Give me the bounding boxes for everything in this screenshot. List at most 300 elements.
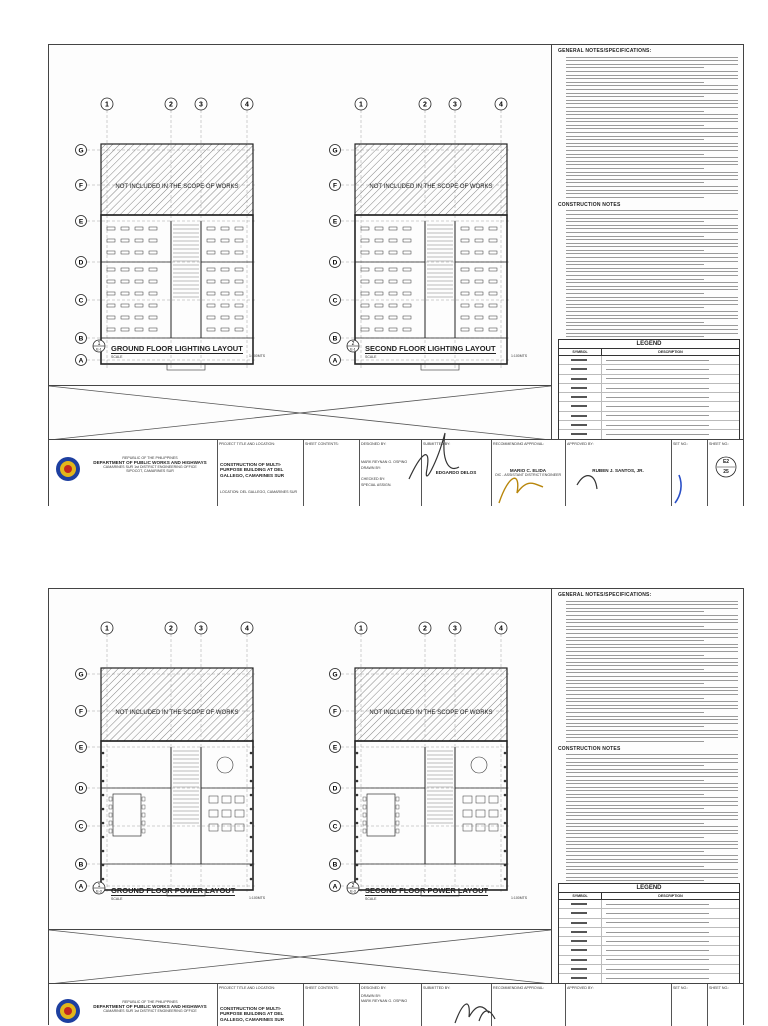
project-title: CONSTRUCTION OF MULTI-PURPOSE BUILDING AT DEL GALLEGO, CAMARINES SUR bbox=[220, 462, 285, 478]
desk bbox=[235, 824, 244, 831]
outlet bbox=[102, 808, 105, 811]
row-label: A bbox=[332, 357, 338, 365]
legend-symbol bbox=[559, 375, 602, 383]
cross-out-box bbox=[49, 929, 551, 984]
light-fixture bbox=[389, 304, 397, 307]
scale-label: SCALE bbox=[365, 355, 377, 359]
light-fixture bbox=[489, 328, 497, 331]
note-text-line bbox=[566, 168, 704, 169]
note-text-line bbox=[566, 164, 738, 165]
light-fixture bbox=[403, 304, 411, 307]
row-label: D bbox=[332, 785, 338, 793]
note-text-line bbox=[566, 830, 738, 831]
conference-table bbox=[113, 794, 141, 836]
chair bbox=[142, 829, 145, 833]
row-label: C bbox=[332, 823, 338, 831]
note-text-line bbox=[566, 143, 738, 144]
outlet bbox=[356, 836, 359, 839]
light-fixture bbox=[361, 280, 369, 283]
legend-row bbox=[559, 375, 739, 384]
agency-cell bbox=[49, 440, 218, 506]
light-fixture bbox=[235, 268, 243, 271]
note-text-line bbox=[566, 136, 738, 137]
recommender-name: MARIO C. ELIDA bbox=[509, 468, 547, 474]
column-label: 2 bbox=[423, 625, 427, 633]
desk bbox=[235, 796, 244, 803]
note-text-line bbox=[566, 318, 738, 319]
note-text-line bbox=[566, 103, 738, 104]
light-fixture bbox=[475, 292, 483, 295]
chair bbox=[363, 797, 366, 801]
note-text-line bbox=[566, 75, 738, 76]
note-text-line bbox=[566, 701, 738, 702]
chair bbox=[142, 805, 145, 809]
note-text-line bbox=[566, 82, 704, 83]
note-text-line bbox=[566, 307, 704, 308]
chair bbox=[142, 821, 145, 825]
light-fixture bbox=[403, 239, 411, 242]
chair bbox=[396, 805, 399, 809]
light-fixture bbox=[361, 304, 369, 307]
sheet-no-label: SHEET NO.: bbox=[709, 986, 730, 990]
set-no-cell bbox=[671, 984, 708, 1026]
row-label: G bbox=[332, 671, 338, 679]
light-fixture bbox=[207, 251, 215, 254]
entrance-steps bbox=[421, 364, 459, 370]
row-label: F bbox=[79, 708, 83, 716]
note-text-line bbox=[566, 683, 704, 684]
light-fixture bbox=[107, 316, 115, 319]
light-fixture bbox=[135, 280, 143, 283]
row-label: B bbox=[78, 335, 84, 343]
note-text-line bbox=[566, 289, 738, 290]
legend-symbol bbox=[559, 402, 602, 410]
outlet bbox=[250, 794, 253, 797]
note-text-line bbox=[566, 787, 738, 788]
light-fixture bbox=[475, 239, 483, 242]
note-text-line bbox=[566, 96, 704, 97]
light-fixture bbox=[375, 239, 383, 242]
drawing-marker-number: 2 bbox=[351, 341, 355, 347]
light-fixture bbox=[489, 251, 497, 254]
row-label: A bbox=[78, 357, 84, 365]
column-label: 2 bbox=[169, 101, 173, 109]
outlet bbox=[504, 794, 507, 797]
light-fixture bbox=[475, 328, 483, 331]
general-notes-heading: GENERAL NOTES/SPECIFICATIONS: bbox=[558, 592, 652, 598]
column-label: 2 bbox=[169, 625, 173, 633]
outlet bbox=[250, 766, 253, 769]
outlet bbox=[356, 752, 359, 755]
legend-symbol bbox=[559, 384, 602, 392]
note-text-line bbox=[566, 100, 738, 101]
outlet bbox=[504, 878, 507, 881]
note-text-line bbox=[566, 236, 704, 237]
note-text-line bbox=[566, 851, 704, 852]
outlet bbox=[356, 850, 359, 853]
light-fixture bbox=[221, 268, 229, 271]
legend-description bbox=[606, 397, 709, 398]
note-text-line bbox=[566, 279, 704, 280]
designed-by-label: DESIGNED BY: bbox=[361, 442, 387, 446]
district-text: CAMARINES SUR 1st DISTRICT ENGINEERING OFFICE bbox=[103, 465, 197, 470]
drawing-sheet-power bbox=[48, 588, 744, 1025]
note-text-line bbox=[566, 741, 704, 742]
note-text-line bbox=[566, 615, 738, 616]
light-fixture bbox=[461, 268, 469, 271]
round-table bbox=[217, 757, 233, 773]
outlet bbox=[102, 752, 105, 755]
note-text-line bbox=[566, 837, 704, 838]
note-text-line bbox=[566, 293, 704, 294]
note-text-line bbox=[566, 655, 704, 656]
light-fixture bbox=[235, 328, 243, 331]
sheet-contents-label: SHEET CONTENTS: bbox=[305, 986, 339, 990]
set-no-label: SET NO.: bbox=[673, 986, 689, 990]
row-label: F bbox=[333, 182, 337, 190]
entrance-steps bbox=[167, 364, 205, 370]
outlet bbox=[356, 864, 359, 867]
light-fixture bbox=[107, 328, 115, 331]
row-label: D bbox=[78, 259, 84, 267]
light-fixture bbox=[135, 251, 143, 254]
legend-row bbox=[559, 356, 739, 365]
note-text-line bbox=[566, 257, 738, 258]
chair bbox=[109, 821, 112, 825]
drawing-marker-sheet: E-1 bbox=[350, 347, 356, 352]
row-label: G bbox=[332, 147, 338, 155]
legend-description bbox=[606, 941, 709, 942]
note-text-line bbox=[566, 139, 704, 140]
sheet-number: E2 bbox=[722, 459, 730, 465]
outlet bbox=[250, 864, 253, 867]
light-fixture bbox=[107, 304, 115, 307]
light-fixture bbox=[121, 328, 129, 331]
legend-description bbox=[606, 904, 709, 905]
light-fixture bbox=[207, 316, 215, 319]
location-text: LOCATION: DEL GALLEGO, CAMARINES SUR bbox=[220, 489, 298, 494]
chair bbox=[109, 805, 112, 809]
note-text-line bbox=[566, 862, 738, 863]
light-fixture bbox=[461, 280, 469, 283]
chair bbox=[142, 797, 145, 801]
note-text-line bbox=[566, 719, 738, 720]
desk bbox=[222, 824, 231, 831]
total-sheets: 25 bbox=[723, 469, 729, 475]
note-text-line bbox=[566, 172, 738, 173]
desk bbox=[476, 796, 485, 803]
legend-row bbox=[559, 928, 739, 937]
light-fixture bbox=[475, 304, 483, 307]
light-fixture bbox=[207, 304, 215, 307]
legend-row bbox=[559, 393, 739, 402]
outlet bbox=[250, 752, 253, 755]
note-text-line bbox=[566, 855, 738, 856]
light-fixture bbox=[207, 292, 215, 295]
light-fixture bbox=[375, 316, 383, 319]
dpwh-seal-icon bbox=[55, 998, 81, 1024]
light-fixture bbox=[489, 304, 497, 307]
note-text-line bbox=[566, 647, 738, 648]
note-text-line bbox=[566, 726, 704, 727]
scale-value: 1:100MTS bbox=[511, 896, 528, 900]
note-text-line bbox=[566, 772, 738, 773]
light-fixture bbox=[389, 268, 397, 271]
department-text: DEPARTMENT OF PUBLIC WORKS AND HIGHWAYS bbox=[93, 460, 207, 466]
light-fixture bbox=[461, 304, 469, 307]
light-fixture bbox=[361, 239, 369, 242]
row-label: E bbox=[78, 744, 84, 752]
sheet-no-cell bbox=[707, 984, 743, 1026]
note-text-line bbox=[566, 833, 738, 834]
row-label: G bbox=[78, 147, 84, 155]
approved-by-label: APPROVED BY: bbox=[567, 442, 594, 446]
light-fixture bbox=[149, 280, 157, 283]
light-fixture bbox=[389, 227, 397, 230]
scale-label: SCALE bbox=[111, 897, 123, 901]
note-text-line bbox=[566, 841, 738, 842]
legend-description bbox=[606, 415, 709, 416]
light-fixture bbox=[121, 292, 129, 295]
recommender-title: OIC - ASSISTANT DISTRICT ENGINEER bbox=[494, 473, 562, 478]
row-label: B bbox=[332, 861, 338, 869]
note-text-line bbox=[566, 85, 738, 86]
note-text-line bbox=[566, 78, 738, 79]
set-no-label: SET NO.: bbox=[673, 442, 689, 446]
light-fixture bbox=[235, 304, 243, 307]
note-text-line bbox=[566, 644, 738, 645]
note-text-line bbox=[566, 662, 738, 663]
note-text-line bbox=[566, 297, 738, 298]
row-label: C bbox=[78, 297, 84, 305]
outlet bbox=[102, 794, 105, 797]
legend-symbol bbox=[559, 393, 602, 401]
outlet bbox=[102, 766, 105, 769]
chair bbox=[363, 813, 366, 817]
scale-value: 1:100MTS bbox=[249, 896, 266, 900]
lighting-plans-area bbox=[49, 45, 551, 385]
note-text-line bbox=[566, 859, 738, 860]
chair bbox=[142, 813, 145, 817]
desk bbox=[209, 824, 218, 831]
note-text-line bbox=[566, 723, 738, 724]
note-text-line bbox=[566, 300, 738, 301]
light-fixture bbox=[403, 316, 411, 319]
note-text-line bbox=[566, 794, 704, 795]
light-fixture bbox=[121, 304, 129, 307]
drawing-marker-sheet: E-3 bbox=[96, 889, 102, 894]
light-fixture bbox=[475, 316, 483, 319]
legend-description bbox=[606, 959, 709, 960]
desk bbox=[235, 810, 244, 817]
column-label: 3 bbox=[199, 101, 203, 109]
note-text-line bbox=[566, 128, 738, 129]
building-outline bbox=[355, 215, 507, 364]
light-fixture bbox=[221, 328, 229, 331]
republic-text: REPUBLIC OF THE PHILIPPINES bbox=[122, 1000, 178, 1004]
note-text-line bbox=[566, 812, 738, 813]
desk bbox=[209, 810, 218, 817]
drawing-marker-number: 1 bbox=[97, 341, 101, 347]
outlet bbox=[504, 780, 507, 783]
light-fixture bbox=[361, 292, 369, 295]
light-fixture bbox=[107, 227, 115, 230]
note-text-line bbox=[566, 604, 738, 605]
chair bbox=[363, 805, 366, 809]
note-text-line bbox=[566, 286, 738, 287]
dpwh-seal-icon bbox=[55, 456, 81, 482]
column-label: 4 bbox=[499, 625, 503, 633]
sheet-contents-label: SHEET CONTENTS: bbox=[305, 442, 339, 446]
outlet bbox=[356, 808, 359, 811]
notes-panel bbox=[551, 589, 744, 1025]
legend-description bbox=[606, 360, 709, 361]
light-fixture bbox=[149, 292, 157, 295]
note-text-line bbox=[566, 629, 738, 630]
outlet bbox=[356, 766, 359, 769]
construction-notes-heading: CONSTRUCTION NOTES bbox=[558, 745, 621, 752]
building-outline bbox=[101, 215, 253, 364]
scale-label: SCALE bbox=[365, 897, 377, 901]
plan-title-ground-lighting: GROUND FLOOR LIGHTING LAYOUT bbox=[111, 344, 243, 353]
note-text-line bbox=[566, 651, 738, 652]
light-fixture bbox=[235, 251, 243, 254]
light-fixture bbox=[149, 239, 157, 242]
outlet bbox=[250, 850, 253, 853]
row-label: C bbox=[332, 297, 338, 305]
project-title-label: PROJECT TITLE AND LOCATION: bbox=[219, 986, 275, 990]
legend-row bbox=[559, 919, 739, 928]
outlet bbox=[356, 794, 359, 797]
approver-name: RUBEN J. SANTOS, JR. bbox=[592, 468, 644, 474]
legend-description bbox=[606, 950, 709, 951]
desk bbox=[476, 824, 485, 831]
scale-label: SCALE bbox=[111, 355, 123, 359]
outlet bbox=[102, 850, 105, 853]
chair bbox=[396, 829, 399, 833]
light-fixture bbox=[149, 316, 157, 319]
light-fixture bbox=[489, 239, 497, 242]
desk bbox=[489, 810, 498, 817]
light-fixture bbox=[135, 239, 143, 242]
light-fixture bbox=[121, 268, 129, 271]
note-text-line bbox=[566, 197, 704, 198]
note-text-line bbox=[566, 737, 738, 738]
not-included-label: NOT INCLUDED IN THE SCOPE OF WORKS bbox=[115, 184, 239, 190]
light-fixture bbox=[107, 251, 115, 254]
plan-title-second-power: SECOND FLOOR POWER LAYOUT bbox=[365, 886, 489, 895]
republic-text: REPUBLIC OF THE PHILIPPINES bbox=[122, 456, 178, 460]
light-fixture bbox=[361, 251, 369, 254]
light-fixture bbox=[149, 328, 157, 331]
light-fixture bbox=[135, 292, 143, 295]
column-label: 1 bbox=[359, 101, 363, 109]
note-text-line bbox=[566, 762, 738, 763]
recommending-label: RECOMMENDING APPROVAL: bbox=[493, 442, 545, 446]
row-label: B bbox=[78, 861, 84, 869]
light-fixture bbox=[461, 292, 469, 295]
column-label: 1 bbox=[105, 625, 109, 633]
submitter-name: EDGARDO DELOS bbox=[435, 470, 477, 476]
drawing-sheet-lighting bbox=[48, 44, 744, 506]
legend-row bbox=[559, 900, 739, 909]
chair bbox=[396, 821, 399, 825]
legend-description-header: DESCRIPTION bbox=[658, 350, 683, 354]
note-text-line bbox=[566, 329, 738, 330]
outlet bbox=[504, 808, 507, 811]
outlet bbox=[504, 850, 507, 853]
desk bbox=[489, 824, 498, 831]
legend-symbol bbox=[559, 946, 602, 954]
note-text-line bbox=[566, 676, 738, 677]
note-text-line bbox=[566, 210, 738, 211]
light-fixture bbox=[403, 280, 411, 283]
desk bbox=[463, 810, 472, 817]
light-fixture bbox=[403, 227, 411, 230]
legend-symbol bbox=[559, 974, 602, 982]
outlet bbox=[250, 836, 253, 839]
desk bbox=[463, 824, 472, 831]
note-text-line bbox=[566, 225, 738, 226]
note-text-line bbox=[566, 186, 738, 187]
legend-row bbox=[559, 946, 739, 955]
note-text-line bbox=[566, 150, 738, 151]
note-text-line bbox=[566, 658, 738, 659]
light-fixture bbox=[375, 251, 383, 254]
light-fixture bbox=[389, 328, 397, 331]
legend-description bbox=[606, 388, 709, 389]
legend-description bbox=[606, 913, 709, 914]
note-text-line bbox=[566, 815, 738, 816]
outlet bbox=[504, 864, 507, 867]
note-text-line bbox=[566, 193, 738, 194]
note-text-line bbox=[566, 246, 738, 247]
outlet bbox=[102, 780, 105, 783]
light-fixture bbox=[389, 239, 397, 242]
outlet bbox=[102, 864, 105, 867]
note-text-line bbox=[566, 680, 738, 681]
light-fixture bbox=[361, 316, 369, 319]
note-text-line bbox=[566, 765, 704, 766]
light-fixture bbox=[235, 280, 243, 283]
note-text-line bbox=[566, 190, 738, 191]
light-fixture bbox=[403, 251, 411, 254]
chair bbox=[109, 797, 112, 801]
submitted-by-label: SUBMITTED BY: bbox=[423, 986, 451, 990]
note-text-line bbox=[566, 783, 738, 784]
round-table bbox=[471, 757, 487, 773]
light-fixture bbox=[475, 251, 483, 254]
light-fixture bbox=[375, 268, 383, 271]
note-text-line bbox=[566, 844, 738, 845]
light-fixture bbox=[461, 316, 469, 319]
light-fixture bbox=[475, 280, 483, 283]
light-fixture bbox=[475, 268, 483, 271]
note-text-line bbox=[566, 640, 704, 641]
drawing-marker-number: 1 bbox=[97, 883, 101, 889]
note-text-line bbox=[566, 665, 738, 666]
note-text-line bbox=[566, 161, 738, 162]
note-text-line bbox=[566, 687, 738, 688]
note-text-line bbox=[566, 275, 738, 276]
legend-row bbox=[559, 937, 739, 946]
light-fixture bbox=[107, 292, 115, 295]
construction-notes-heading: CONSTRUCTION NOTES bbox=[558, 201, 621, 208]
note-text-line bbox=[566, 253, 738, 254]
note-text-line bbox=[566, 877, 738, 878]
light-fixture bbox=[221, 227, 229, 230]
light-fixture bbox=[461, 251, 469, 254]
